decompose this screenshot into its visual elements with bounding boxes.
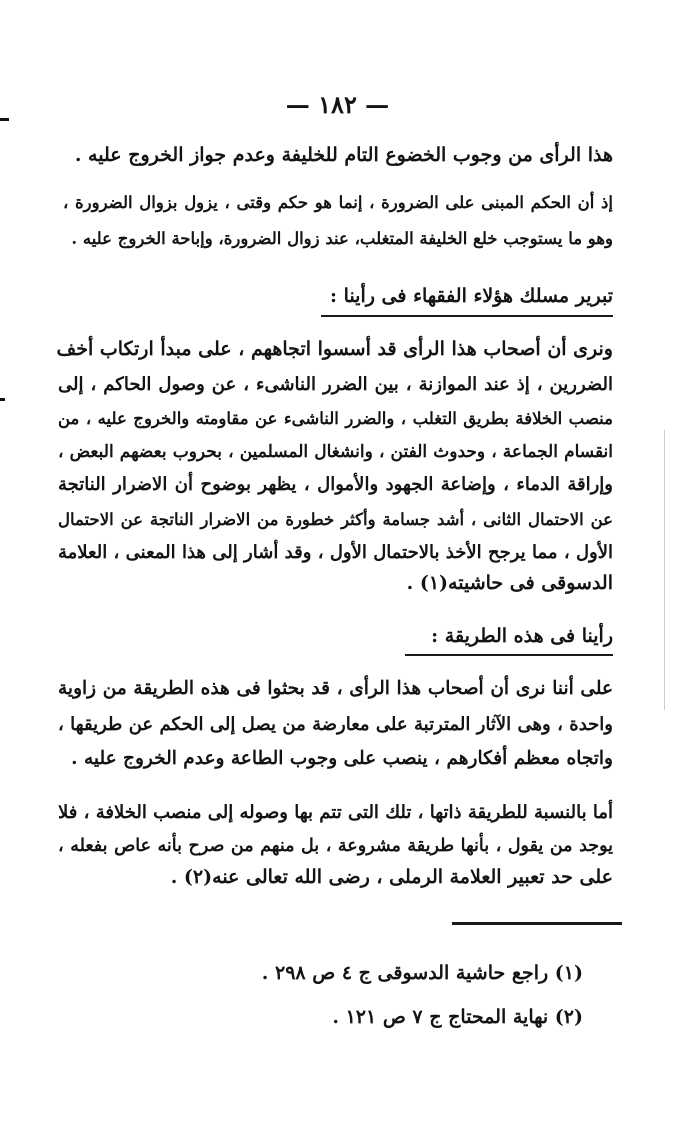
paragraph-line: الضررين ، إذ عند الموازنة ، بين الضرر الناشىء ، عن وصول الحاكم ، إلى <box>58 374 613 395</box>
footnote: (١) راجع حاشية الدسوقى ج ٤ ص ٢٩٨ . <box>261 962 583 984</box>
paragraph-line: منصب الخلافة بطريق التغلب ، والضرر الناشىء عن مقاومته والخروج عليه ، من <box>58 409 613 428</box>
heading-underline <box>321 315 613 317</box>
paragraph-line: يوجد من يقول ، بأنها طريقة مشروعة ، بل منهم من صرح بأنه عاص بفعله ، <box>58 836 613 856</box>
paragraph-line: الدسوقى فى حاشيته(١) . <box>406 572 613 594</box>
heading-underline <box>405 654 613 656</box>
paragraph-line: واحدة ، وهى الآثار المترتبة على معارضة من يصل إلى الحكم عن طريقها ، <box>58 714 613 735</box>
paragraph-line: عن الاحتمال الثانى ، أشد جسامة وأكثر خطورة من الاضرار الناتجة عن الاحتمال <box>58 510 613 529</box>
paragraph-line: هذا الرأى من وجوب الخضوع التام للخليفة وعدم جواز الخروج عليه . <box>74 144 613 166</box>
scan-edge-line <box>664 430 665 710</box>
paragraph-line: وإراقة الدماء ، وإضاعة الجهود والأموال ، يظهر بوضوح أن الاضرار الناتجة <box>58 474 613 495</box>
paragraph-line: واتجاه معظم أفكارهم ، ينصب على وجوب الطاعة وعدم الخروج عليه . <box>71 748 613 769</box>
paragraph-line: على أننا نرى أن أصحاب هذا الرأى ، قد بحثوا فى هذه الطريقة من زاوية <box>58 678 613 699</box>
section-heading: رأينا فى هذه الطريقة : <box>431 625 613 647</box>
page-number: — ١٨٢ — <box>285 90 390 119</box>
paragraph-line: على حد تعبير العلامة الرملى ، رضى الله تعالى عنه(٢) . <box>170 866 613 888</box>
paragraph-line: ونرى أن أصحاب هذا الرأى قد أسسوا اتجاههم ، على مبدأ ارتكاب أخف <box>56 338 613 360</box>
footnote: (٢) نهاية المحتاج ج ٧ ص ١٢١ . <box>332 1006 583 1028</box>
paragraph-line: أما بالنسبة للطريقة ذاتها ، تلك التى تتم بها وصوله إلى منصب الخلافة ، فلا <box>58 802 613 823</box>
paragraph-line: وهو ما يستوجب خلع الخليفة المتغلب، عند زوال الضرورة، وإباحة الخروج عليه . <box>71 229 613 248</box>
section-heading: تبرير مسلك هؤلاء الفقهاء فى رأينا : <box>330 285 613 307</box>
paragraph-line: إذ أن الحكم المبنى على الضرورة ، إنما هو حكم وقتى ، يزول بزوال الضرورة ، <box>63 193 613 212</box>
paragraph-line: انقسام الجماعة ، وحدوث الفتن ، وانشغال المسلمين ، بحروب بعضهم البعض ، <box>58 442 613 462</box>
footnote-separator <box>452 922 622 925</box>
paragraph-line: الأول ، مما يرجح الأخذ بالاحتمال الأول ، وقد أشار إلى هذا المعنى ، العلامة <box>58 542 613 563</box>
scan-edge-mark-middle <box>0 398 5 401</box>
